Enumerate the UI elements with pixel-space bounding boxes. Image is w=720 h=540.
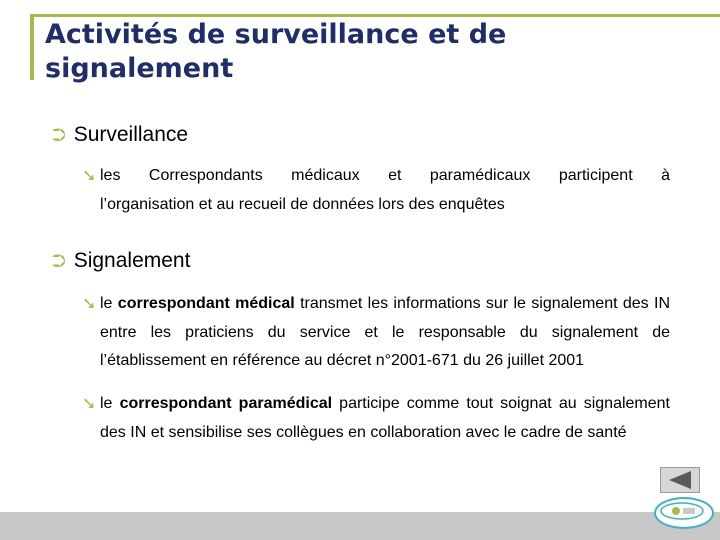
word: et — [388, 167, 402, 184]
title-frame-top — [30, 14, 720, 17]
emphasis: correspondant médical — [117, 295, 295, 312]
line: l’organisation et au recueil de données lors des enquêtes — [100, 195, 505, 213]
sub-bullet-arrow-icon: ➘ — [82, 294, 97, 314]
word: médicaux — [291, 167, 360, 184]
section-surveillance — [52, 123, 188, 147]
text: le — [100, 395, 120, 412]
emphasis: correspondant paramédical — [119, 395, 333, 412]
section-signalement — [52, 249, 190, 273]
bullet-signalement-2 — [82, 390, 671, 447]
bullet-surveillance-1 — [82, 162, 670, 219]
bullet-signalement-1 — [82, 290, 671, 376]
logo-graphic — [656, 499, 708, 523]
footer-bar — [0, 512, 720, 540]
bullet-arrow-icon: ⮊ — [52, 125, 66, 146]
justified-line — [100, 162, 670, 191]
back-arrow-icon — [661, 468, 699, 492]
section-heading: Signalement — [73, 249, 191, 272]
word: participent — [558, 167, 633, 184]
back-button[interactable] — [660, 467, 700, 493]
word: les — [100, 167, 121, 184]
sub-bullet-arrow-icon: ➘ — [82, 394, 97, 414]
text: le — [100, 295, 118, 312]
title-frame-left — [30, 14, 34, 80]
word: à — [661, 167, 670, 184]
sub-bullet-arrow-icon: ➘ — [82, 166, 97, 186]
text: participe comme tout soignat au signalement des IN et sensibilise ses collègues en collaboration avec le cadre de santé — [100, 395, 671, 441]
word: Correspondants — [148, 167, 263, 184]
bullet-arrow-icon: ⮊ — [52, 251, 66, 272]
section-heading: Surveillance — [73, 123, 189, 146]
logo — [654, 497, 714, 529]
text: transmet les informations sur le signalement des IN entre les praticiens du service et le responsable du signalement de l’établissement en référence au décret n°2001-671 du 26 juillet 2001 — [100, 295, 671, 369]
slide-title: Activités de surveillance et de signalement — [45, 19, 507, 84]
word: paramédicaux — [429, 167, 531, 184]
